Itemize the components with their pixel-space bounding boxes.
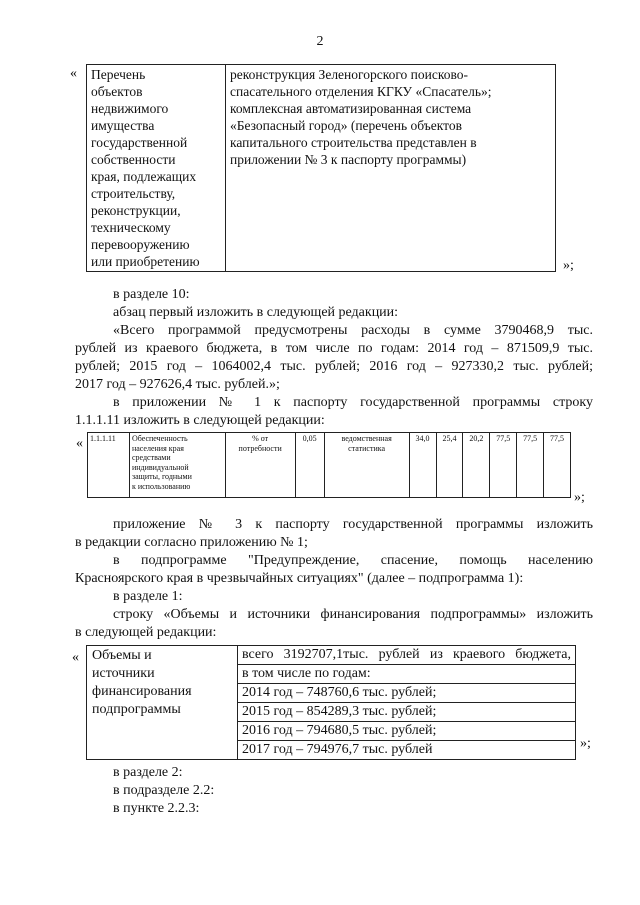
text-line: в подразделе 2.2:: [113, 783, 215, 798]
funding-label-cell: Объемы и источники финансирования подпрограммы: [87, 646, 238, 760]
text-line: в следующей редакции:: [75, 625, 217, 640]
funding-row: всего 3192707,1тыс. рублей из краевого бюджета,: [238, 646, 575, 665]
indicator-value-cell: 25,4: [436, 433, 463, 498]
text-line: рублей; 2015 год – 1064002,4 тыс. рублей; 2016 год – 927330,2 тыс. рублей;: [75, 359, 593, 374]
text-line: в разделе 1:: [113, 589, 183, 604]
text-line: Красноярского края в чрезвычайных ситуациях" (далее – подпрограмма 1):: [75, 571, 524, 586]
text-line: 1.1.1.11 изложить в следующей редакции:: [75, 413, 325, 428]
funding-row: 2017 год – 794976,7 тыс. рублей: [242, 742, 433, 757]
indicator-weight-cell: 0,05: [295, 433, 324, 498]
closing-quote: »;: [563, 258, 574, 273]
text-line: абзац первый изложить в следующей редакции:: [113, 305, 399, 320]
text-line: в разделе 10:: [113, 287, 190, 302]
text-line: в редакции согласно приложению № 1;: [75, 535, 308, 550]
indicator-code-cell: 1.1.1.11: [88, 433, 130, 498]
closing-quote: »;: [574, 490, 585, 505]
closing-quote: »;: [580, 736, 591, 751]
funding-value-cell: [238, 646, 576, 760]
indicator-source-cell: ведомственная статистика: [324, 433, 409, 498]
objects-list-value-cell: реконструкция Зеленогорского поисково- спасательного отделения КГКУ «Спасатель»; комплексная автоматизированная система «Безопасный город» (перечень объектов капитального строительства представлен в приложении № 3 к паспорту программы): [226, 65, 556, 272]
text-line: в подпрограмме "Предупреждение, спасение, помощь населению: [113, 553, 593, 568]
opening-quote: «: [72, 650, 79, 665]
funding-row: в том числе по годам:: [238, 665, 575, 684]
text-line: в приложении № 1 к паспорту государственной программы строку: [113, 395, 593, 410]
indicator-value-cell: 77,5: [490, 433, 517, 498]
indicator-value-cell: 34,0: [409, 433, 436, 498]
text-line: «Всего программой предусмотрены расходы в сумме 3790468,9 тыс.: [113, 323, 593, 338]
text-line: в пункте 2.2.3:: [113, 801, 200, 816]
indicator-value-cell: 77,5: [517, 433, 544, 498]
funding-row: 2015 год – 854289,3 тыс. рублей;: [238, 703, 575, 722]
funding-row: 2016 год – 794680,5 тыс. рублей;: [238, 722, 575, 741]
page-number: 2: [316, 34, 324, 49]
text-line: в разделе 2:: [113, 765, 183, 780]
indicator-name-cell: Обеспеченность населения края средствами индивидуальной защиты, годными к использованию: [129, 433, 225, 498]
indicator-unit-cell: % от потребности: [225, 433, 295, 498]
indicator-value-cell: 20,2: [463, 433, 490, 498]
indicator-table: [87, 432, 571, 498]
text-line: рублей из краевого бюджета, в том числе по годам: 2014 год – 871509,9 тыс.: [75, 341, 593, 356]
text-line: 2017 год – 927626,4 тыс. рублей.»;: [75, 377, 280, 392]
text-line: приложение № 3 к паспорту государственной программы изложить: [113, 517, 593, 532]
objects-list-table: [86, 64, 556, 272]
funding-row: 2014 год – 748760,6 тыс. рублей;: [238, 684, 575, 703]
objects-list-label-cell: Перечень объектов недвижимого имущества государственной собственности края, подлежащих строительству, реконструкции, техническому перевооружению или приобретению: [87, 65, 226, 272]
indicator-value-cell: 77,5: [544, 433, 571, 498]
funding-table: [86, 645, 576, 760]
opening-quote: «: [76, 436, 83, 451]
opening-quote: «: [70, 66, 77, 81]
table-row: [88, 433, 571, 498]
text-line: строку «Объемы и источники финансирования подпрограммы» изложить: [113, 607, 593, 622]
